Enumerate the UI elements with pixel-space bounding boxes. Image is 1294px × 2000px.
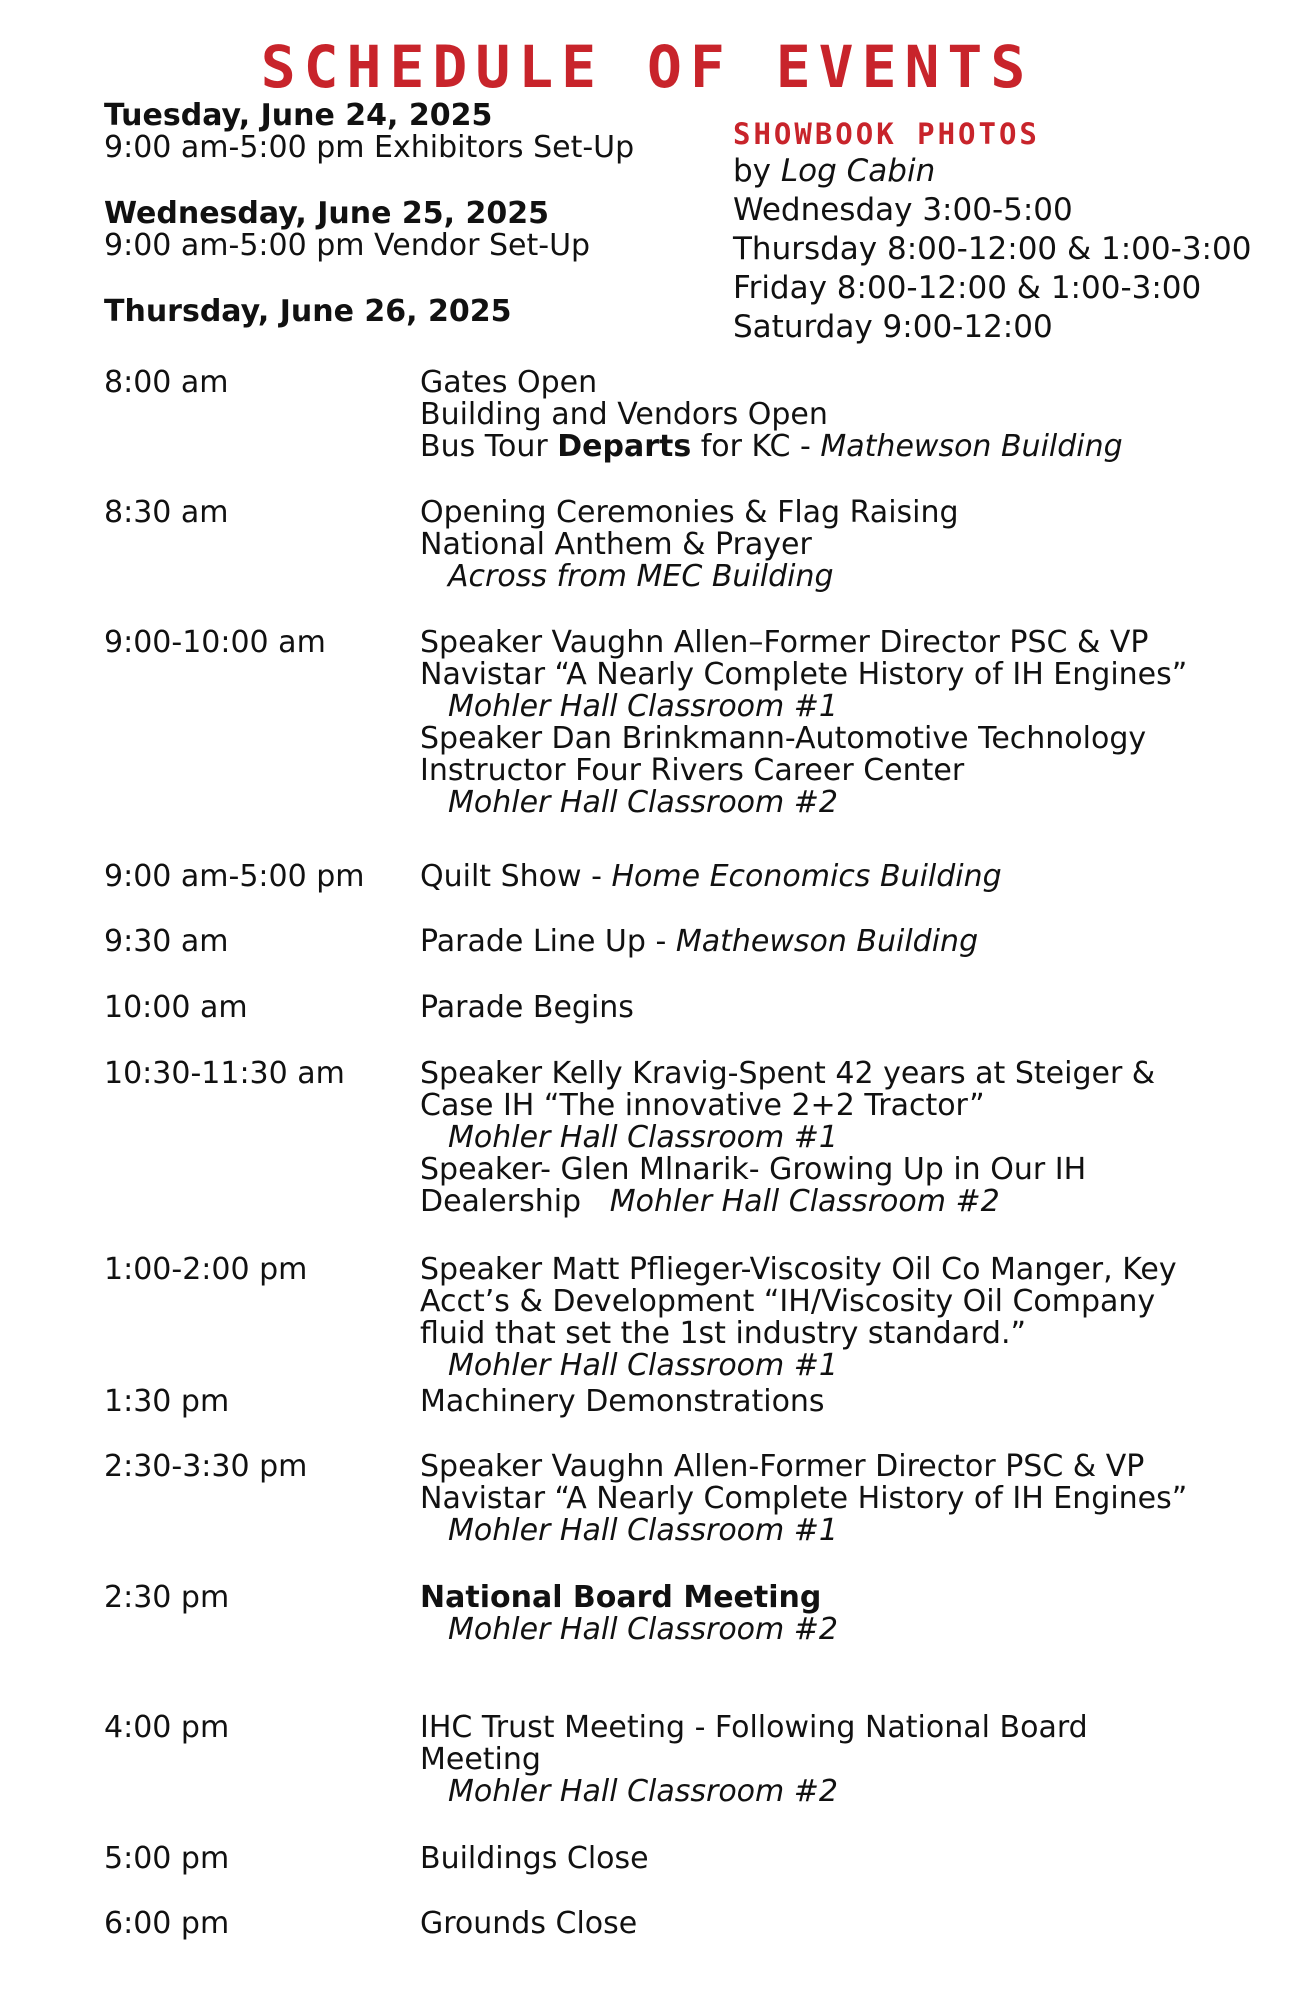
event-line bbox=[420, 1712, 1280, 1744]
event-text: Speaker- Glen Mlnarik- Growing Up in Our IH bbox=[420, 1152, 1087, 1187]
event-text: Navistar “A Nearly Complete History of IH Engines” bbox=[420, 657, 1188, 692]
showbook-time: Saturday 9:00-12:00 bbox=[733, 309, 1053, 345]
event-text: National Anthem & Prayer bbox=[420, 527, 812, 562]
event-location: Mohler Hall Classroom #1 bbox=[448, 689, 839, 724]
event-line bbox=[420, 627, 1280, 659]
event-text: Speaker Kelly Kravig-Spent 42 years at Steiger & bbox=[420, 1056, 1156, 1091]
event-time: 9:00 am-5:00 pm bbox=[104, 859, 365, 894]
event-line bbox=[420, 1582, 1280, 1614]
event-line bbox=[420, 529, 1280, 561]
event-text: Instructor Four Rivers Career Center bbox=[420, 753, 965, 788]
event-time: 9:30 am bbox=[104, 924, 229, 959]
event-text: Navistar “A Nearly Complete History of IH Engines” bbox=[420, 1481, 1188, 1516]
event-text: Speaker Dan Brinkmann-Automotive Technology bbox=[420, 721, 1147, 756]
event-line bbox=[420, 367, 1280, 399]
event-description bbox=[420, 497, 1280, 593]
event-description bbox=[420, 1386, 1280, 1418]
day-heading: Tuesday, June 24, 2025 bbox=[104, 98, 493, 133]
event-line bbox=[420, 787, 1280, 819]
event-text: Case IH “The innovative 2+2 Tractor” bbox=[420, 1088, 985, 1123]
event-description bbox=[420, 1451, 1280, 1547]
event-description bbox=[420, 1843, 1280, 1875]
event-text: Grounds Close bbox=[420, 1906, 638, 1941]
event-line bbox=[420, 1122, 1280, 1154]
event-time: 8:30 am bbox=[104, 495, 229, 530]
showbook-time: Friday 8:00-12:00 & 1:00-3:00 bbox=[733, 270, 1202, 306]
event-location: Mohler Hall Classroom #1 bbox=[448, 1348, 839, 1383]
event-time: 1:30 pm bbox=[104, 1384, 230, 1419]
event-time: 8:00 am bbox=[104, 365, 229, 400]
event-text: Speaker Vaughn Allen–Former Director PSC & VP bbox=[420, 625, 1149, 660]
day-detail: 9:00 am-5:00 pm Vendor Set-Up bbox=[104, 228, 591, 263]
event-location: Mohler Hall Classroom #2 bbox=[448, 1774, 839, 1809]
event-description bbox=[420, 1254, 1280, 1382]
day-heading: Thursday, June 26, 2025 bbox=[104, 294, 512, 329]
pre-day-thursday bbox=[104, 296, 704, 328]
credit-name: Log Cabin bbox=[780, 153, 936, 189]
event-line bbox=[420, 1451, 1280, 1483]
event-location: Home Economics Building bbox=[611, 859, 1002, 894]
event-line bbox=[420, 497, 1280, 529]
event-line bbox=[420, 1154, 1280, 1186]
event-time: 9:00-10:00 am bbox=[104, 625, 326, 660]
event-location: Mohler Hall Classroom #1 bbox=[448, 1513, 839, 1548]
event-location: Mohler Hall Classroom #1 bbox=[448, 1120, 839, 1155]
event-text: Dealership bbox=[420, 1184, 610, 1219]
event-time: 2:30-3:30 pm bbox=[104, 1449, 308, 1484]
pre-event-days bbox=[104, 100, 704, 362]
event-location: Mohler Hall Classroom #2 bbox=[448, 785, 839, 820]
event-description bbox=[420, 1908, 1280, 1940]
event-line bbox=[420, 561, 1280, 593]
event-time: 2:30 pm bbox=[104, 1580, 230, 1615]
event-time: 6:00 pm bbox=[104, 1906, 230, 1941]
event-time: 10:30-11:30 am bbox=[104, 1056, 345, 1091]
event-description bbox=[420, 627, 1280, 819]
event-line bbox=[420, 926, 1280, 958]
event-text: Parade Line Up - bbox=[420, 924, 676, 959]
showbook-time: Thursday 8:00-12:00 & 1:00-3:00 bbox=[733, 231, 1252, 267]
event-text: Buildings Close bbox=[420, 1841, 649, 1876]
event-text: Building and Vendors Open bbox=[420, 397, 828, 432]
showbook-title: SHOWBOOK PHOTOS bbox=[733, 117, 1040, 151]
event-text: IHC Trust Meeting - Following National Board bbox=[420, 1710, 1088, 1745]
event-emphasis: Departs bbox=[557, 429, 692, 464]
event-line bbox=[420, 1483, 1280, 1515]
event-line bbox=[420, 1843, 1280, 1875]
event-time: 10:00 am bbox=[104, 990, 248, 1025]
event-text: Acct’s & Development “IH/Viscosity Oil Company bbox=[420, 1284, 1156, 1319]
event-line bbox=[420, 691, 1280, 723]
event-text: Speaker Vaughn Allen-Former Director PSC & VP bbox=[420, 1449, 1145, 1484]
event-description bbox=[420, 926, 1280, 958]
event-line bbox=[420, 1286, 1280, 1318]
event-text: Machinery Demonstrations bbox=[420, 1384, 825, 1419]
page-title: SCHEDULE OF EVENTS bbox=[260, 33, 1034, 101]
showbook-time: Wednesday 3:00-5:00 bbox=[733, 192, 1073, 228]
event-text: fluid that set the 1st industry standard.” bbox=[420, 1316, 1027, 1351]
event-time: 4:00 pm bbox=[104, 1710, 230, 1745]
event-text: Speaker Matt Pflieger-Viscosity Oil Co Manger, Key bbox=[420, 1252, 1177, 1287]
event-line bbox=[420, 1908, 1280, 1940]
event-location: Mohler Hall Classroom #2 bbox=[448, 1612, 839, 1647]
event-line bbox=[420, 1776, 1280, 1808]
event-line bbox=[420, 1350, 1280, 1382]
event-text: Opening Ceremonies & Flag Raising bbox=[420, 495, 959, 530]
event-description bbox=[420, 1582, 1280, 1646]
event-line bbox=[420, 755, 1280, 787]
event-text: for KC - bbox=[691, 429, 821, 464]
day-detail: 9:00 am-5:00 pm Exhibitors Set-Up bbox=[104, 130, 635, 165]
event-line bbox=[420, 1058, 1280, 1090]
event-line bbox=[420, 431, 1280, 463]
event-line bbox=[420, 1614, 1280, 1646]
event-time: 1:00-2:00 pm bbox=[104, 1252, 308, 1287]
event-description bbox=[420, 367, 1280, 463]
event-description bbox=[420, 861, 1280, 893]
event-location: Mathewson Building bbox=[820, 429, 1123, 464]
event-text: Bus Tour bbox=[420, 429, 558, 464]
event-description bbox=[420, 1712, 1280, 1808]
event-line bbox=[420, 1186, 1280, 1218]
event-description bbox=[420, 992, 1280, 1024]
showbook-credit bbox=[733, 152, 1273, 191]
event-text: Gates Open bbox=[420, 365, 598, 400]
event-line bbox=[420, 659, 1280, 691]
credit-prefix: by bbox=[733, 153, 781, 189]
event-line bbox=[420, 992, 1280, 1024]
event-location: Across from MEC Building bbox=[448, 559, 834, 594]
event-line bbox=[420, 399, 1280, 431]
event-line bbox=[420, 723, 1280, 755]
event-line bbox=[420, 1090, 1280, 1122]
event-line bbox=[420, 1744, 1280, 1776]
event-location: Mathewson Building bbox=[675, 924, 979, 959]
event-line bbox=[420, 1386, 1280, 1418]
pre-day-tuesday bbox=[104, 100, 704, 164]
event-line bbox=[420, 1318, 1280, 1350]
event-time: 5:00 pm bbox=[104, 1841, 230, 1876]
day-heading: Wednesday, June 25, 2025 bbox=[104, 196, 550, 231]
event-line bbox=[420, 861, 1280, 893]
showbook-photos-box bbox=[733, 116, 1273, 347]
event-line bbox=[420, 1254, 1280, 1286]
event-text: Meeting bbox=[420, 1742, 541, 1777]
event-emphasis: National Board Meeting bbox=[420, 1580, 822, 1615]
event-line bbox=[420, 1515, 1280, 1547]
event-text: Quilt Show - bbox=[420, 859, 612, 894]
event-text: Parade Begins bbox=[420, 990, 634, 1025]
event-location: Mohler Hall Classroom #2 bbox=[609, 1184, 1000, 1219]
pre-day-wednesday bbox=[104, 198, 704, 262]
event-description bbox=[420, 1058, 1280, 1218]
